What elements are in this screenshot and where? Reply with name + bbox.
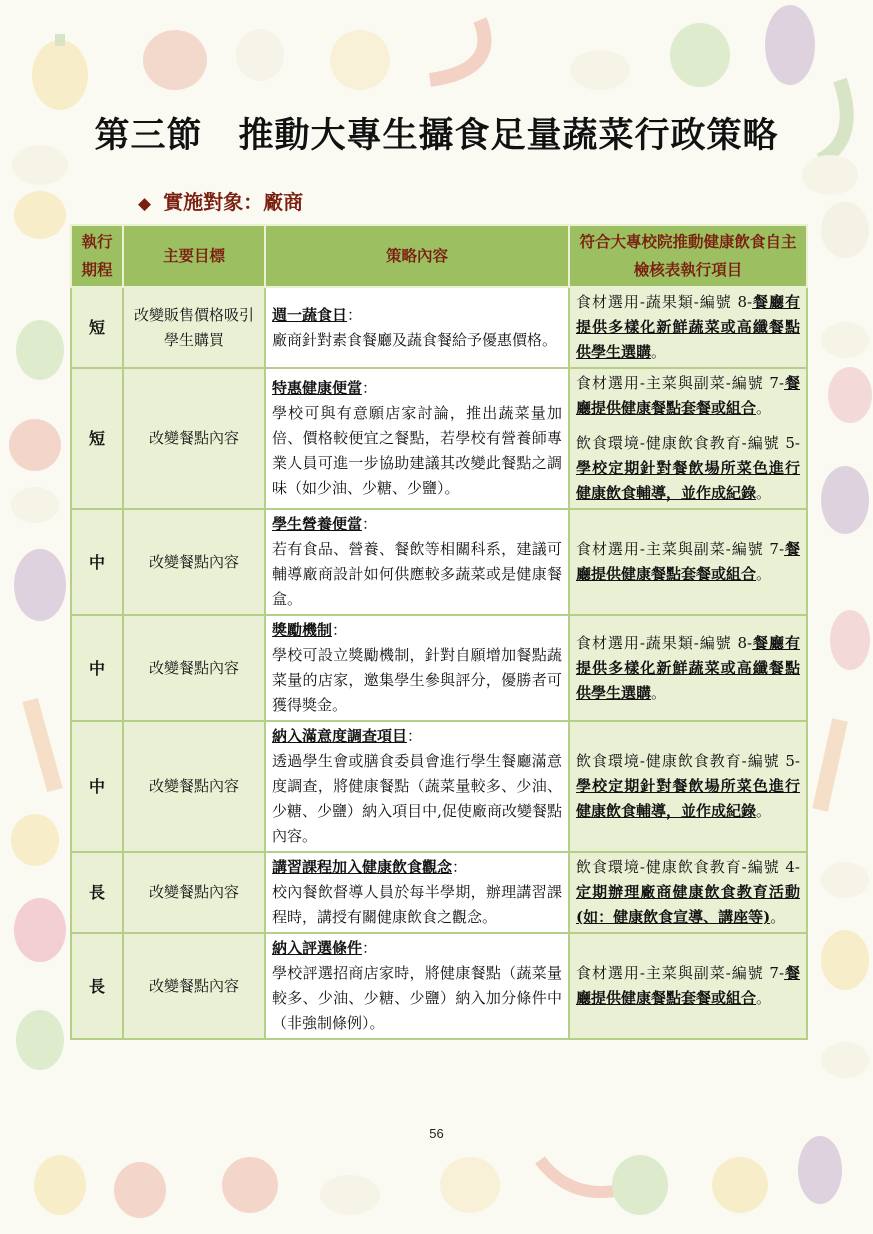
- checklist-cell: [569, 852, 807, 933]
- table-row: [71, 852, 807, 933]
- checklist-cell: [569, 933, 807, 1039]
- header-goal: 主要目標: [123, 225, 265, 287]
- checklist-suffix: 。: [756, 565, 772, 583]
- checklist-prefix: 食材選用-主菜與副菜-編號 7-: [576, 374, 785, 392]
- strategy-name-colon: ：: [452, 858, 468, 876]
- checklist-suffix: 。: [756, 989, 772, 1007]
- checklist-suffix: 。: [756, 399, 772, 417]
- checklist-highlight: 學校定期針對餐飲場所菜色進行健康飲食輔導，並作成紀錄: [576, 459, 800, 502]
- strategy-text: 學校可與有意願店家討論，推出蔬菜量加倍、價格較便宜之餐點，若學校有營養師專業人員可進一步協助建議其改變此餐點之調味（如少油、少糖、少鹽）。: [272, 404, 562, 497]
- goal-cell: 改變餐點內容: [123, 852, 265, 933]
- strategy-name-line: [272, 512, 562, 537]
- table-row: [71, 721, 807, 852]
- checklist-prefix: 飲食環境-健康飲食教育-編號 5-: [576, 434, 800, 452]
- table-header-row: [71, 225, 807, 287]
- checklist-suffix: 。: [651, 343, 667, 361]
- goal-cell: 改變餐點內容: [123, 721, 265, 852]
- strategy-cell: [265, 368, 569, 509]
- term-cell: 中: [71, 615, 123, 721]
- goal-cell: 改變餐點內容: [123, 509, 265, 615]
- term-cell: 長: [71, 933, 123, 1039]
- checklist-highlight: 餐廳提供健康餐點套餐或組合: [576, 964, 800, 1007]
- strategy-name-colon: ：: [407, 727, 423, 745]
- checklist-item: [576, 431, 800, 506]
- strategy-cell: [265, 287, 569, 368]
- header-strategy: 策略內容: [265, 225, 569, 287]
- checklist-prefix: 飲食環境-健康飲食教育-編號 5-: [576, 752, 800, 770]
- strategy-text: 學校評選招商店家時，將健康餐點（蔬菜量較多、少油、少糖、少鹽）納入加分條件中（非強制條例）。: [272, 964, 562, 1032]
- strategy-name: 講習課程加入健康飲食觀念: [272, 858, 453, 876]
- checklist-highlight: 餐廳提供健康餐點套餐或組合: [576, 374, 800, 417]
- strategy-text: 廠商針對素食餐廳及蔬食餐給予優惠價格。: [272, 330, 558, 349]
- strategy-name: 特惠健康便當: [272, 379, 363, 397]
- table-row: [71, 933, 807, 1039]
- checklist-item: [576, 631, 800, 706]
- strategy-name-colon: ：: [362, 515, 378, 533]
- goal-cell: 改變餐點內容: [123, 933, 265, 1039]
- checklist-item: [576, 371, 800, 421]
- strategy-cell: [265, 933, 569, 1039]
- table-row: [71, 368, 807, 509]
- strategy-text: 若有食品、營養、餐飲等相關科系，建議可輔導廠商設計如何供應較多蔬菜或是健康餐盒。: [272, 540, 562, 608]
- checklist-cell: [569, 287, 807, 368]
- checklist-highlight: 學校定期針對餐飲場所菜色進行健康飲食輔導，並作成紀錄: [576, 777, 800, 820]
- checklist-item: [576, 290, 800, 365]
- strategy-name-line: [272, 618, 562, 643]
- checklist-prefix: 食材選用-蔬果類-編號 8-: [576, 293, 753, 311]
- strategy-name-colon: ：: [362, 939, 378, 957]
- term-cell: 中: [71, 509, 123, 615]
- checklist-item: [576, 961, 800, 1011]
- checklist-prefix: 食材選用-主菜與副菜-編號 7-: [576, 964, 785, 982]
- strategy-cell: [265, 615, 569, 721]
- strategy-table: [70, 224, 808, 1040]
- checklist-prefix: 食材選用-蔬果類-編號 8-: [576, 633, 753, 652]
- checklist-item: [576, 855, 800, 930]
- header-checklist: 符合大專校院推動健康飲食自主檢核表執行項目: [569, 225, 807, 287]
- checklist-cell: [569, 368, 807, 509]
- goal-cell: 改變餐點內容: [123, 368, 265, 509]
- strategy-name-colon: ：: [347, 305, 363, 324]
- strategy-text: 學校可設立獎勵機制，針對自願增加餐點蔬菜量的店家，邀集學生參與評分，優勝者可獲得獎金。: [272, 646, 562, 714]
- table-body: [71, 287, 807, 1039]
- page-number: 56: [429, 1126, 444, 1141]
- strategy-name-colon: ：: [362, 379, 378, 397]
- strategy-cell: [265, 852, 569, 933]
- section-subtitle: [138, 186, 303, 215]
- checklist-highlight: 餐廳提供健康餐點套餐或組合: [576, 540, 800, 583]
- strategy-text: 透過學生會或膳食委員會進行學生餐廳滿意度調查，將健康餐點（蔬菜量較多、少油、少糖、少鹽）納入項目中,促使廠商改變餐點內容。: [272, 752, 562, 845]
- strategy-name-line: [272, 936, 562, 961]
- goal-cell: 改變販售價格吸引學生購買: [123, 287, 265, 368]
- table-row: [71, 615, 807, 721]
- checklist-cell: [569, 615, 807, 721]
- goal-cell: 改變餐點內容: [123, 615, 265, 721]
- page-title: 第三節 推動大專生攝食足量蔬菜行政策略: [94, 115, 779, 156]
- term-cell: 長: [71, 852, 123, 933]
- checklist-item: [576, 749, 800, 824]
- checklist-cell: [569, 721, 807, 852]
- strategy-name: 納入滿意度調查項目: [272, 727, 408, 745]
- strategy-name-line: [272, 724, 562, 749]
- strategy-text: 校內餐飲督導人員於每半學期，辦理講習課程時，講授有關健康飲食之觀念。: [272, 883, 562, 926]
- strategy-name: 學生營養便當: [272, 515, 363, 533]
- strategy-name-colon: ：: [332, 621, 348, 639]
- strategy-name: 週一蔬食日: [272, 305, 348, 324]
- checklist-highlight: 餐廳有提供多樣化新鮮蔬菜或高纖餐點供學生選購: [576, 293, 800, 361]
- table-row: [71, 509, 807, 615]
- header-term: 執行期程: [71, 225, 123, 287]
- checklist-suffix: 。: [756, 484, 772, 502]
- checklist-prefix: 食材選用-主菜與副菜-編號 7-: [576, 540, 785, 558]
- strategy-cell: [265, 509, 569, 615]
- strategy-name-line: [272, 303, 562, 328]
- strategy-name: 獎勵機制: [272, 621, 333, 639]
- checklist-suffix: 。: [651, 683, 667, 702]
- strategy-name-line: [272, 376, 562, 401]
- checklist-item: [576, 537, 800, 587]
- term-cell: 短: [71, 287, 123, 368]
- checklist-suffix: 。: [756, 802, 772, 820]
- diamond-bullet-icon: ◆: [138, 194, 152, 214]
- strategy-name-line: [272, 855, 562, 880]
- checklist-suffix: 。: [770, 908, 786, 926]
- checklist-cell: [569, 509, 807, 615]
- table-row: [71, 287, 807, 368]
- subtitle-text: 實施對象：廠商: [163, 190, 304, 214]
- strategy-cell: [265, 721, 569, 852]
- checklist-prefix: 飲食環境-健康飲食教育-編號 4-: [576, 858, 800, 876]
- term-cell: 短: [71, 368, 123, 509]
- checklist-highlight: 餐廳有提供多樣化新鮮蔬菜或高纖餐點供學生選購: [576, 633, 800, 702]
- checklist-highlight: 定期辦理廠商健康飲食教育活動(如：健康飲食宣導、講座等): [576, 883, 800, 926]
- term-cell: 中: [71, 721, 123, 852]
- strategy-name: 納入評選條件: [272, 939, 363, 957]
